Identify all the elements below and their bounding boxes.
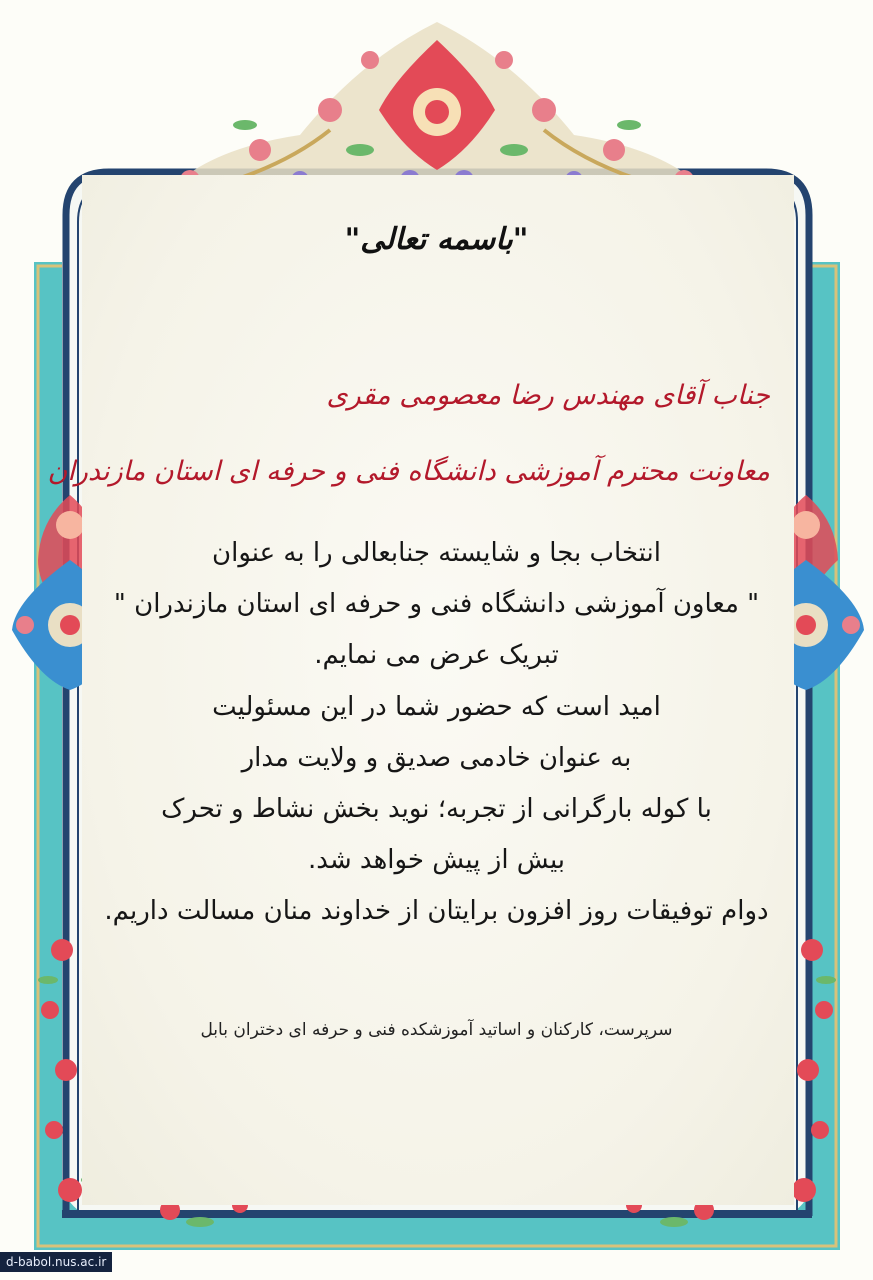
- addressee-line-title: معاونت محترم آموزشی دانشگاه فنی و حرفه ای استان مازندران: [47, 456, 770, 487]
- addressee-block: [47, 358, 780, 510]
- basmala-heading: "باسمه تعالی": [344, 222, 529, 257]
- signature-line: سرپرست، کارکنان و اساتید آموزشکده فنی و حرفه ای دختران بابل: [200, 1020, 673, 1040]
- body-line: با کوله بارگرانی از تجربه؛ نوید بخش نشاط و تحرک: [161, 794, 712, 825]
- body-line: " معاون آموزشی دانشگاه فنی و حرفه ای استان مازندران ": [113, 589, 760, 620]
- body-line: دوام توفیقات روز افزون برایتان از خداوند منان مسالت داریم.: [104, 896, 769, 927]
- body-line: امید است که حضور شما در این مسئولیت: [212, 691, 661, 722]
- congratulation-body: [100, 528, 773, 938]
- body-line: انتخاب بجا و شایسته جنابعالی را به عنوان: [212, 538, 661, 568]
- body-line: تبریک عرض می نمایم.: [314, 640, 559, 671]
- body-line: بیش از پیش خواهد شد.: [307, 845, 566, 876]
- body-line: به عنوان خادمی صدیق و ولایت مدار: [241, 742, 632, 773]
- site-watermark: d-babol.nus.ac.ir: [0, 1252, 112, 1272]
- addressee-line-name: جناب آقای مهندس رضا معصومی مقری: [326, 380, 770, 411]
